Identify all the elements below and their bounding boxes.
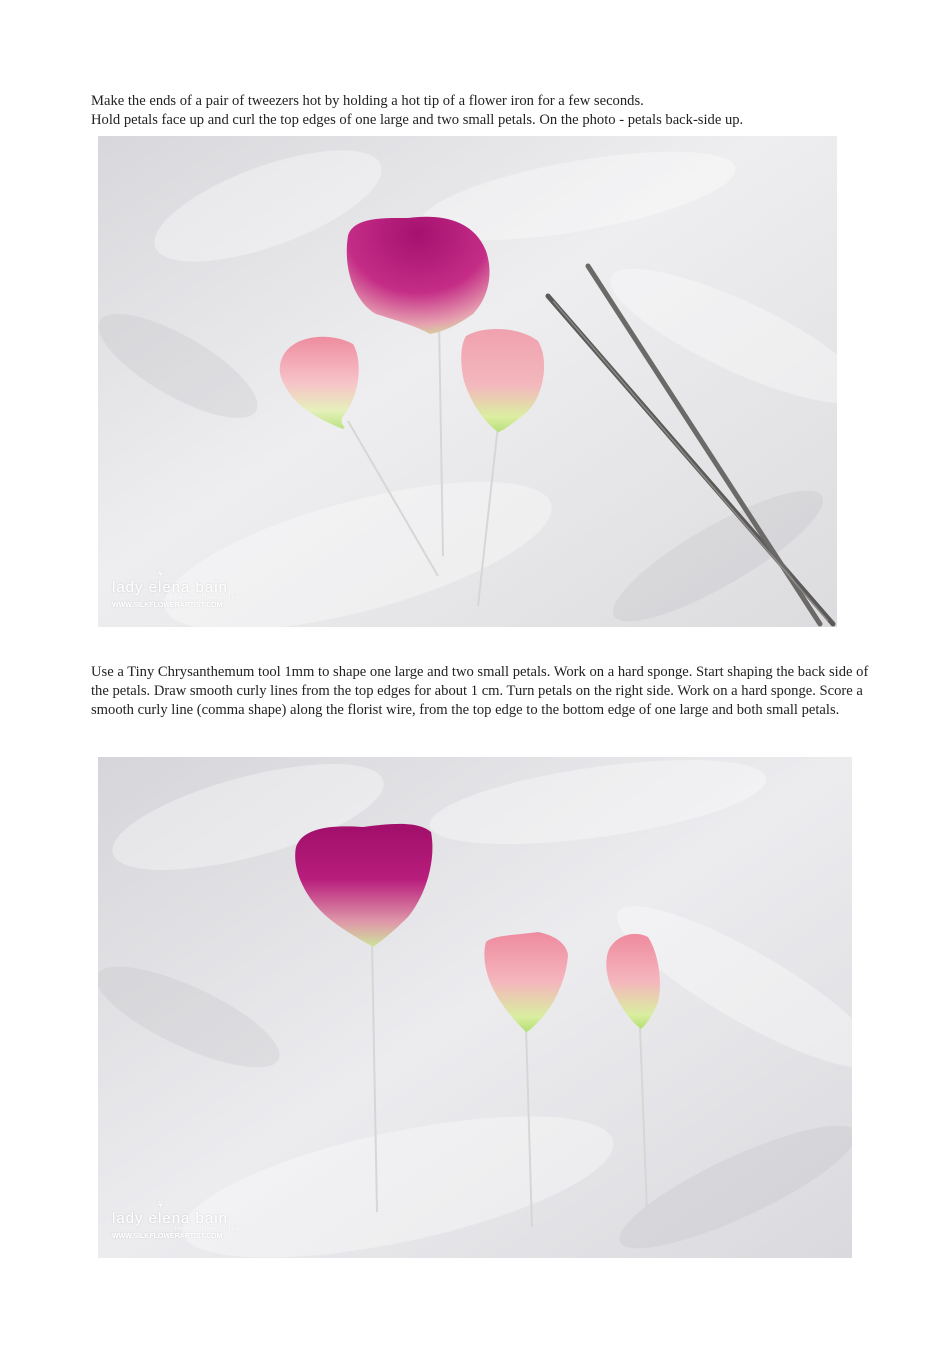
watermark-tagline: the silk flower artist [174, 595, 241, 601]
photo-petals-with-tweezers [98, 136, 837, 627]
watermark-tagline: the silk flower artist [174, 1226, 241, 1232]
photo-shaped-petals [98, 757, 852, 1258]
watermark-website: WWW.SILKFLOWERARTIST.COM [112, 602, 223, 609]
watermark-brand: lady elena bain [112, 1210, 228, 1227]
photo-two-illustration [98, 757, 852, 1258]
step-one-line-1: Make the ends of a pair of tweezers hot by holding a hot tip of a flower iron for a few seconds. [91, 93, 644, 109]
watermark-2 [112, 1201, 240, 1242]
step-one-instructions [91, 92, 911, 130]
tulip-icon: ⚘ [156, 569, 165, 580]
tulip-icon: ⚘ [156, 1200, 165, 1211]
step-two-text: Use a Tiny Chrysanthemum tool 1mm to shape one large and two small petals. Work on a hard sponge. Start shaping the back side of the petals. Draw smooth curly lines from the top edges for about 1 cm. Turn petals on the right side. Work on a hard sponge. Score a smooth curly line (comma shape) along the florist wire, from the top edge to the bottom edge of one large and both small petals. [91, 664, 869, 718]
step-two-instructions [91, 663, 871, 720]
photo-one-illustration [98, 136, 837, 627]
watermark-website: WWW.SILKFLOWERARTIST.COM [112, 1233, 223, 1240]
step-one-line-2: Hold petals face up and curl the top edges of one large and two small petals. On the photo - petals back-side up. [91, 112, 744, 128]
watermark-brand: lady elena bain [112, 579, 228, 596]
watermark [112, 570, 240, 611]
